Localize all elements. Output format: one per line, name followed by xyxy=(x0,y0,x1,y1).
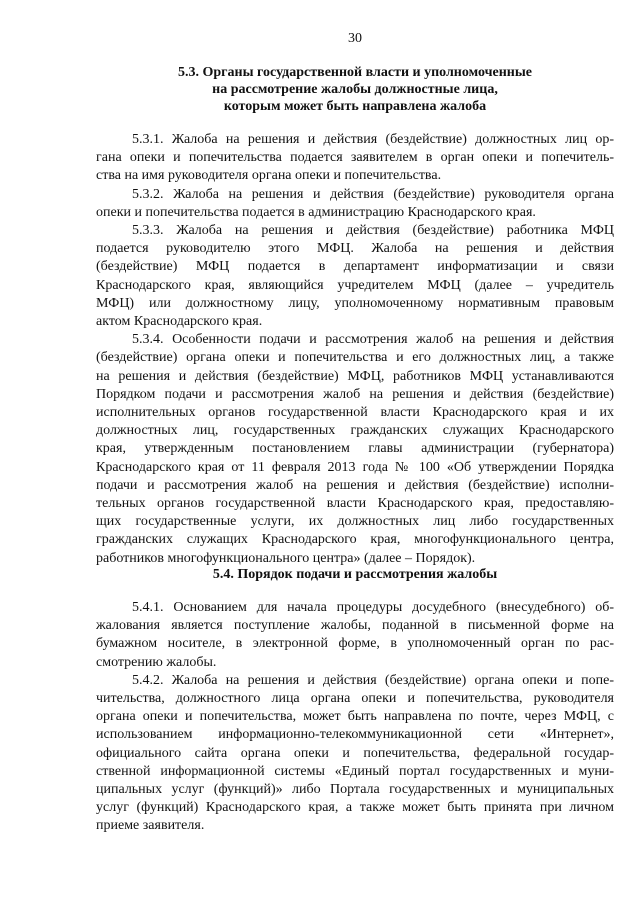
paragraph-5-4-2 xyxy=(96,672,614,836)
text-line: 5.4.2. Жалоба на решения и действия (бездействие) органа опеки и попе- xyxy=(132,672,614,688)
text-line: (бездействие) МФЦ подается в департамент информатизации и связи xyxy=(96,259,614,275)
text-line: официального сайта органа опеки и попечительства, федеральной государ- xyxy=(96,745,614,761)
text-line: щих государственные услуги, их должностных лиц либо государственных xyxy=(96,514,614,530)
text-line: использованием информационно-телекоммуникационной сети «Интернет», xyxy=(96,727,614,743)
text-line: жалования является поступление жалобы, поданной в письменной форме на xyxy=(96,618,614,634)
text-line: тельных органов государственной власти Краснодарского края, предоставляю- xyxy=(96,496,614,512)
section-5-3-body xyxy=(96,131,614,568)
section-5-4-body xyxy=(96,599,614,836)
text-line: приеме заявителя. xyxy=(96,818,205,834)
text-line: на решения и действия (бездействие) МФЦ, работников МФЦ устанавливаются xyxy=(96,368,614,384)
heading-line: на рассмотрение жалобы должностные лица, xyxy=(212,82,498,97)
text-line: смотрению жалобы. xyxy=(96,654,217,670)
text-line: подается руководителю этого МФЦ. Жалоба на решения и действия xyxy=(96,241,614,257)
heading-line: которым может быть направлена жалоба xyxy=(223,99,487,114)
text-line: МФЦ) или должностному лицу, уполномоченному нормативным правовым xyxy=(96,295,614,311)
text-line: услуг (функций) Краснодарского края, а также может быть принята при личном xyxy=(96,800,614,816)
paragraph-5-3-1 xyxy=(96,131,614,186)
heading-line: 5.3. Органы государственной власти и уполномоченные xyxy=(178,65,532,80)
paragraph-5-4-1 xyxy=(96,599,614,672)
text-line: ственной информационной системы «Единый портал государственных и муни- xyxy=(96,763,614,779)
text-line: гана опеки и попечительства подается заявителем в орган опеки и попечитель- xyxy=(96,150,614,166)
text-line: Краснодарского края, являющийся учредителем МФЦ (далее – учредитель xyxy=(96,277,614,293)
paragraph-5-3-2 xyxy=(96,186,614,222)
text-line: ства на имя руководителя органа опеки и попечительства. xyxy=(96,168,442,184)
text-line: (бездействие) органа опеки и попечительства и его должностных лиц, а также xyxy=(96,350,614,366)
text-line: 5.3.4. Особенности подачи и рассмотрения жалоб на решения и действия xyxy=(132,332,614,348)
paragraph-5-3-4 xyxy=(96,331,614,568)
text-line: исполнительных органов государственной власти Краснодарского края и их xyxy=(96,405,614,421)
text-line: Порядком подачи и рассмотрения жалоб на решения и действия (бездействие) xyxy=(96,386,614,402)
page-number: 30 xyxy=(348,31,362,46)
text-line: опеки и попечительства подается в администрацию Краснодарского края. xyxy=(96,204,536,220)
text-line: 5.4.1. Основанием для начала процедуры досудебного (внесудебного) об- xyxy=(132,600,614,615)
document-page xyxy=(96,0,614,902)
text-line: работников многофункционального центра» (далее – Порядок). xyxy=(96,550,476,566)
text-line: 5.3.1. Жалоба на решения и действия (бездействие) должностных лиц ор- xyxy=(132,132,614,147)
text-line: гражданских служащих Краснодарского края, многофункционального центра, xyxy=(96,532,614,548)
text-line: должностных лиц, государственных гражданских служащих Краснодарского xyxy=(96,423,614,439)
text-line: подачи и рассмотрения жалоб на решения и действия (бездействие) исполни- xyxy=(96,477,614,493)
text-line: 5.3.3. Жалоба на решения и действия (бездействие) работника МФЦ xyxy=(132,223,614,239)
section-heading-5-4 xyxy=(96,566,614,583)
text-line: края, утвержденным постановлением главы администрации (губернатора) xyxy=(96,441,614,457)
heading-line: 5.4. Порядок подачи и рассмотрения жалобы xyxy=(212,567,498,582)
text-line: чительства, должностного лица органа опеки и попечительства, руководителя xyxy=(96,691,614,707)
text-line: бумажном носителе, в электронной форме, в уполномоченный орган по рас- xyxy=(96,636,614,652)
text-line: ципальных услуг (функций)» либо Портала государственных и муниципальных xyxy=(96,782,614,798)
text-line: Краснодарского края от 11 февраля 2013 года № 100 «Об утверждении Порядка xyxy=(96,459,614,475)
text-line: актом Краснодарского края. xyxy=(96,314,263,330)
paragraph-5-3-3 xyxy=(96,222,614,331)
text-line: органа опеки и попечительства, может быть направлена по почте, через МФЦ, с xyxy=(96,709,614,725)
section-heading-5-3 xyxy=(96,64,614,115)
text-line: 5.3.2. Жалоба на решения и действия (бездействие) руководителя органа xyxy=(132,186,614,202)
